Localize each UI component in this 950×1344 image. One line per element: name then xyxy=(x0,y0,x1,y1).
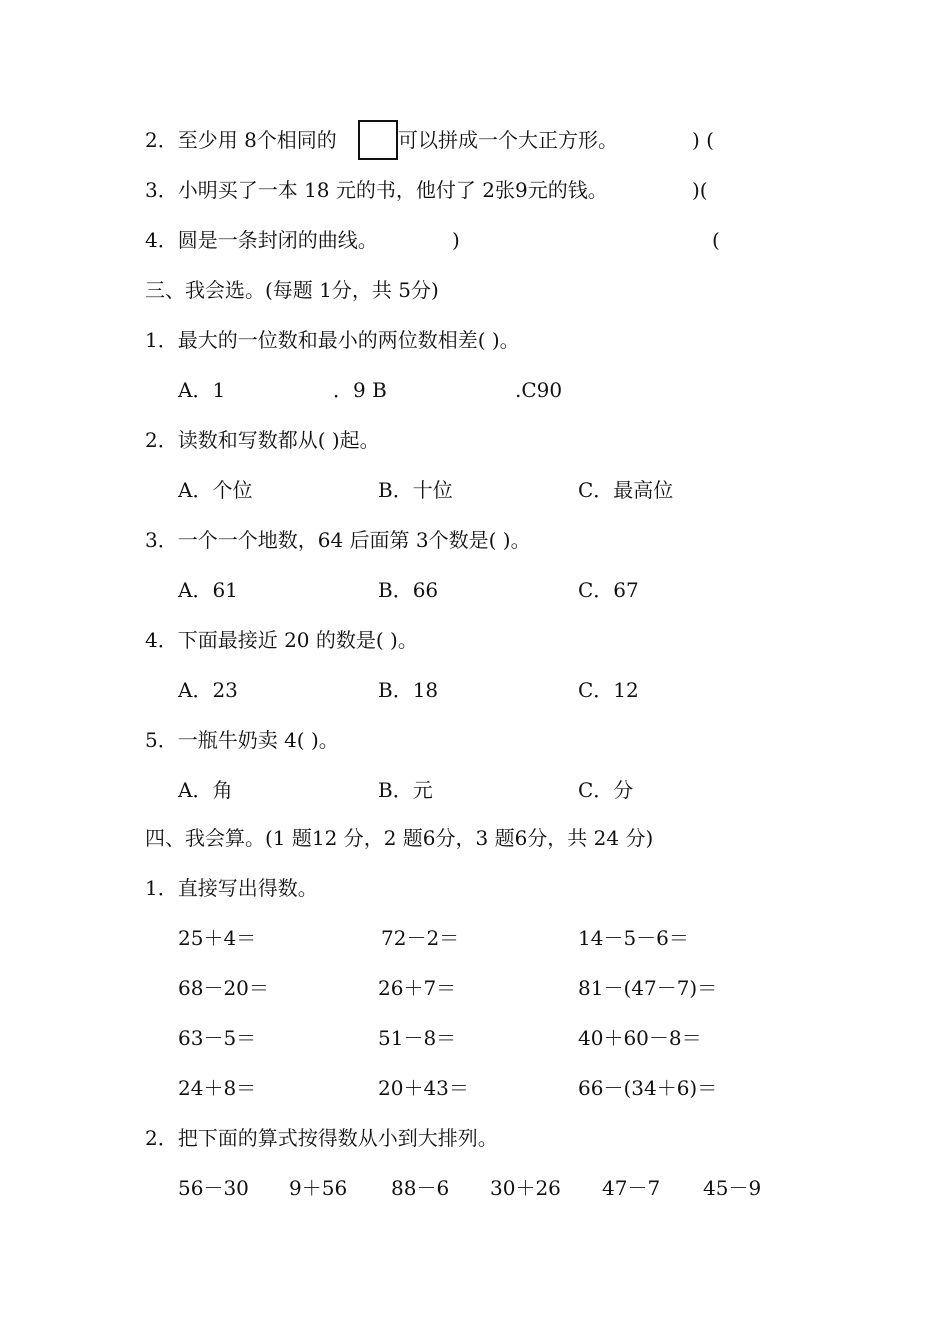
choice-q3-stem: 3．一个一个地数，64 后面第 3个数是( )。 xyxy=(145,528,531,552)
judge-q3-text: 3．小明买了一本 18 元的书，他付了 2张9元的钱。 xyxy=(145,178,608,202)
judge-q2-answer-paren[interactable]: ) ( xyxy=(692,128,714,152)
choice-q1-stem: 1．最大的一位数和最小的两位数相差( )。 xyxy=(145,328,520,352)
choice-q2-option-b[interactable]: B．十位 xyxy=(378,478,453,502)
choice-q4-stem: 4．下面最接近 20 的数是( )。 xyxy=(145,628,418,652)
choice-q3-option-b[interactable]: B．66 xyxy=(378,578,439,602)
section4-heading: 四、我会算。(1 题12 分，2 题6分，3 题6分，共 24 分) xyxy=(145,826,654,850)
calc-q1-stem: 1．直接写出得数。 xyxy=(145,876,318,900)
sort-expression: 30＋26 xyxy=(490,1176,561,1200)
calc-expression: 51－8＝ xyxy=(378,1026,457,1050)
section3-heading: 三、我会选。(每题 1分，共 5分) xyxy=(145,278,439,302)
calc-expression: 40＋60－8＝ xyxy=(578,1026,702,1050)
calc-expression: 63－5＝ xyxy=(178,1026,257,1050)
calc-expression: 24＋8＝ xyxy=(178,1076,257,1100)
sort-expression: 88－6 xyxy=(391,1176,450,1200)
choice-q2-stem: 2．读数和写数都从( )起。 xyxy=(145,428,380,452)
calc-expression: 20＋43＝ xyxy=(378,1076,469,1100)
choice-q5-stem: 5．一瓶牛奶卖 4( )。 xyxy=(145,728,339,752)
sort-expression: 45－9 xyxy=(703,1176,762,1200)
judge-q3-answer-paren[interactable]: )( xyxy=(692,178,708,202)
judge-q4-paren-open[interactable]: ( xyxy=(712,228,720,252)
choice-q4-option-b[interactable]: B．18 xyxy=(378,678,439,702)
choice-q1-option-b[interactable]: ．9 B xyxy=(333,378,387,402)
calc-expression: 26＋7＝ xyxy=(378,976,457,1000)
judge-q2-text-end: 可以拼成一个大正方形。 xyxy=(398,128,618,152)
judge-q4-paren-close[interactable]: ) xyxy=(452,228,460,252)
calc-expression: 68－20＝ xyxy=(178,976,269,1000)
sort-expression: 9＋56 xyxy=(289,1176,348,1200)
choice-q3-option-c[interactable]: C．67 xyxy=(578,578,639,602)
choice-q1-option-c[interactable]: .C90 xyxy=(515,378,563,402)
calc-expression: 81－(47－7)＝ xyxy=(578,976,718,1000)
calc-expression: 25＋4＝ xyxy=(178,926,257,950)
choice-q2-option-c[interactable]: C．最高位 xyxy=(578,478,674,502)
sort-expression: 56－30 xyxy=(178,1176,249,1200)
choice-q5-option-b[interactable]: B．元 xyxy=(378,778,433,802)
choice-q4-option-c[interactable]: C．12 xyxy=(578,678,639,702)
small-square-shape xyxy=(358,120,398,160)
choice-q2-option-a[interactable]: A．个位 xyxy=(178,478,253,502)
calc-expression: 14－5－6＝ xyxy=(578,926,689,950)
choice-q5-option-c[interactable]: C．分 xyxy=(578,778,634,802)
calc-expression: 72－2＝ xyxy=(381,926,460,950)
choice-q5-option-a[interactable]: A．角 xyxy=(178,778,233,802)
judge-q2-text: 2．至少用 8个相同的 xyxy=(145,128,337,152)
sort-expression: 47－7 xyxy=(602,1176,661,1200)
choice-q3-option-a[interactable]: A．61 xyxy=(178,578,238,602)
calc-expression: 66－(34＋6)＝ xyxy=(578,1076,718,1100)
calc-q2-stem: 2．把下面的算式按得数从小到大排列。 xyxy=(145,1126,498,1150)
choice-q4-option-a[interactable]: A．23 xyxy=(178,678,238,702)
choice-q1-option-a[interactable]: A．1 xyxy=(178,378,226,402)
judge-q4-text: 4．圆是一条封闭的曲线。 xyxy=(145,228,378,252)
